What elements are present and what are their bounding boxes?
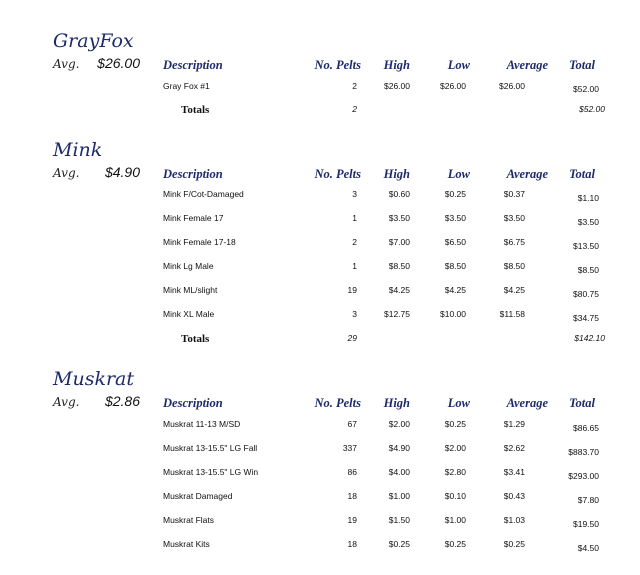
cell-low: $8.50 — [444, 261, 466, 271]
cell-high: $1.00 — [388, 491, 410, 501]
cell-average: $26.00 — [499, 81, 525, 91]
cell-description: Mink Female 17-18 — [163, 237, 236, 247]
cell-total: $293.00 — [568, 471, 599, 481]
cell-total: $4.50 — [577, 543, 599, 553]
header-total: Total — [569, 396, 595, 410]
header-description: Description — [163, 167, 223, 181]
cell-low: $0.10 — [444, 491, 466, 501]
header-pelts: No. Pelts — [314, 396, 361, 410]
cell-low: $0.25 — [444, 189, 466, 199]
header-high: High — [383, 58, 410, 72]
cell-description: Muskrat Kits — [163, 539, 210, 549]
cell-description: Muskrat 11-13 M/SD — [163, 419, 241, 429]
cell-pelts: 86 — [347, 467, 357, 477]
cell-low: $10.00 — [440, 309, 466, 319]
header-average: Average — [506, 396, 548, 410]
totals-label: Totals — [181, 333, 210, 345]
cell-low: $0.25 — [444, 539, 466, 549]
cell-average: $11.58 — [499, 309, 525, 319]
cell-total: $883.70 — [568, 447, 599, 457]
cell-description: Mink F/Cot-Damaged — [163, 189, 244, 199]
cell-high: $2.00 — [388, 419, 410, 429]
cell-low: $6.50 — [444, 237, 466, 247]
cell-total: $80.75 — [573, 289, 599, 299]
header-description: Description — [163, 396, 223, 410]
cell-high: $4.00 — [388, 467, 410, 477]
cell-pelts: 1 — [352, 213, 357, 223]
species-name: Mink — [53, 139, 103, 161]
cell-high: $4.90 — [388, 443, 410, 453]
cell-description: Mink Lg Male — [163, 261, 214, 271]
cell-high: $0.25 — [388, 539, 410, 549]
cell-low: $2.80 — [444, 467, 466, 477]
cell-pelts: 3 — [352, 309, 357, 319]
cell-pelts: 19 — [347, 285, 357, 295]
cell-description: Muskrat 13-15.5" LG Fall — [163, 443, 258, 453]
cell-high: $4.25 — [388, 285, 410, 295]
avg-label: Avg. — [53, 166, 80, 180]
cell-low: $2.00 — [444, 443, 466, 453]
cell-high: $7.00 — [388, 237, 410, 247]
cell-average: $0.25 — [503, 539, 525, 549]
cell-average: $4.25 — [503, 285, 525, 295]
avg-value: $26.00 — [97, 55, 140, 71]
cell-average: $8.50 — [503, 261, 525, 271]
cell-total: $34.75 — [573, 313, 599, 323]
header-pelts: No. Pelts — [314, 58, 361, 72]
cell-low: $0.25 — [444, 419, 466, 429]
cell-average: $0.43 — [503, 491, 525, 501]
cell-pelts: 67 — [347, 419, 357, 429]
cell-pelts: 1 — [352, 261, 357, 271]
cell-high: $3.50 — [388, 213, 410, 223]
cell-total: $52.00 — [573, 84, 599, 94]
cell-average: $3.41 — [503, 467, 525, 477]
cell-description: Muskrat Damaged — [163, 491, 233, 501]
cell-high: $12.75 — [384, 309, 410, 319]
cell-pelts: 2 — [352, 237, 357, 247]
species-name: Muskrat — [53, 368, 135, 390]
header-low: Low — [447, 167, 470, 181]
cell-average: $0.37 — [503, 189, 525, 199]
cell-high: $8.50 — [388, 261, 410, 271]
cell-average: $2.62 — [503, 443, 525, 453]
cell-description: Muskrat Flats — [163, 515, 215, 525]
cell-low: $1.00 — [444, 515, 466, 525]
avg-value: $2.86 — [104, 393, 140, 409]
cell-high: $26.00 — [384, 81, 410, 91]
cell-pelts: 19 — [347, 515, 357, 525]
header-total: Total — [569, 58, 595, 72]
cell-total: $3.50 — [577, 217, 599, 227]
header-pelts: No. Pelts — [314, 167, 361, 181]
cell-description: Mink ML/slight — [163, 285, 218, 295]
cell-pelts: 18 — [347, 539, 357, 549]
cell-total: $13.50 — [573, 241, 599, 251]
totals-pelts: 29 — [347, 333, 357, 343]
cell-total: $86.65 — [573, 423, 599, 433]
cell-high: $1.50 — [388, 515, 410, 525]
cell-low: $3.50 — [444, 213, 466, 223]
cell-total: $19.50 — [573, 519, 599, 529]
cell-total: $8.50 — [577, 265, 599, 275]
cell-average: $3.50 — [503, 213, 525, 223]
totals-pelts: 2 — [352, 104, 357, 114]
cell-average: $6.75 — [503, 237, 525, 247]
cell-pelts: 18 — [347, 491, 357, 501]
cell-pelts: 3 — [352, 189, 357, 199]
header-high: High — [383, 167, 410, 181]
cell-average: $1.29 — [503, 419, 525, 429]
species-name: GrayFox — [53, 30, 134, 52]
cell-total: $1.10 — [577, 193, 599, 203]
header-high: High — [383, 396, 410, 410]
cell-description: Gray Fox #1 — [163, 81, 210, 91]
header-description: Description — [163, 58, 223, 72]
avg-label: Avg. — [53, 57, 80, 71]
totals-label: Totals — [181, 104, 210, 116]
cell-total: $7.80 — [577, 495, 599, 505]
header-low: Low — [447, 396, 470, 410]
cell-low: $26.00 — [440, 81, 466, 91]
cell-description: Muskrat 13-15.5" LG Win — [163, 467, 259, 477]
header-total: Total — [569, 167, 595, 181]
totals-total: $142.10 — [574, 333, 605, 343]
cell-description: Mink XL Male — [163, 309, 215, 319]
totals-total: $52.00 — [579, 104, 605, 114]
cell-pelts: 337 — [342, 443, 357, 453]
header-low: Low — [447, 58, 470, 72]
avg-value: $4.90 — [104, 164, 140, 180]
avg-label: Avg. — [53, 395, 80, 409]
cell-pelts: 2 — [352, 81, 357, 91]
cell-low: $4.25 — [444, 285, 466, 295]
cell-high: $0.60 — [388, 189, 410, 199]
header-average: Average — [506, 167, 548, 181]
cell-description: Mink Female 17 — [163, 213, 224, 223]
header-average: Average — [506, 58, 548, 72]
cell-average: $1.03 — [503, 515, 525, 525]
